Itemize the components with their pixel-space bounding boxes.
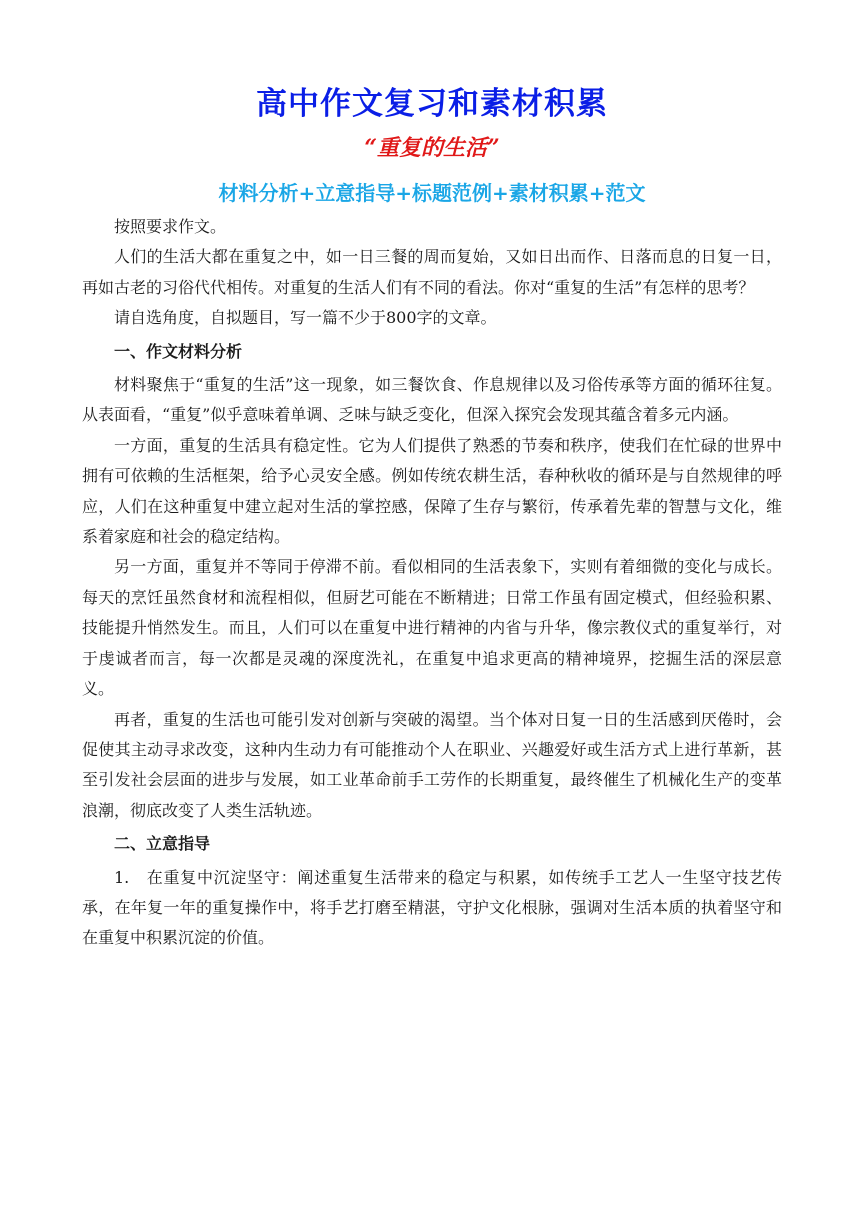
- analysis-paragraph: 再者，重复的生活也可能引发对创新与突破的渴望。当个体对日复一日的生活感到厌倦时，会促使其主动寻求改变，这种内生动力有可能推动个人在职业、兴趣爱好或生活方式上进行革新，甚至引发社会层面的进步与发展，如工业革命前手工劳作的长期重复，最终催生了机械化生产的变革浪潮，彻底改变了人类生活轨迹。: [82, 709, 782, 820]
- analysis-paragraph: 一方面，重复的生活具有稳定性。它为人们提供了熟悉的节奏和秩序，使我们在忙碌的世界中拥有可依赖的生活框架，给予心灵安全感。例如传统农耕生活，春种秋收的循环是与自然规律的呼应，人们在这种重复中建立起对生活的掌控感，保障了生存与繁衍，传承着先辈的智慧与文化，维系着家庭和社会的稳定结构。: [82, 435, 782, 547]
- prompt-instruction: 按照要求作文。: [114, 217, 227, 236]
- analysis-paragraph: 材料聚焦于“重复的生活”这一现象，如三餐饮食、作息规律以及习俗传承等方面的循环往复。从表面看，“重复”似乎意味着单调、乏味与缺乏变化，但深入探究会发现其蕴含着多元内涵。: [82, 375, 782, 425]
- guidance-paragraph: 1. 在重复中沉淀坚守：阐述重复生活带来的稳定与积累，如传统手工艺人一生坚守技艺传承，在年复一年的重复操作中，将手艺打磨至精湛，守护文化根脉，强调对生活本质的执着坚守和在重复中积累沉淀的价值。: [82, 867, 782, 948]
- topic-subtitle: “重复的生活”: [364, 135, 500, 161]
- document-title: 高中作文复习和素材积累: [256, 86, 608, 122]
- prompt-requirement: 请自选角度，自拟题目，写一篇不少于800字的文章。: [114, 308, 497, 328]
- content-tagline: 材料分析+立意指导+标题范例+素材积累+范文: [218, 181, 646, 205]
- section-heading-guidance: 二、立意指导: [114, 834, 211, 854]
- prompt-material: 人们的生活大都在重复之中，如一日三餐的周而复始，又如日出而作、日落而息的日复一日，再如古老的习俗代代相传。对重复的生活人们有不同的看法。你对“重复的生活”有怎样的思考？: [82, 247, 782, 297]
- analysis-paragraph: 另一方面，重复并不等同于停滞不前。看似相同的生活表象下，实则有着细微的变化与成长。每天的烹饪虽然食材和流程相似，但厨艺可能在不断精进；日常工作虽有固定模式，但经验积累、技能提升悄然发生。而且，人们可以在重复中进行精神的内省与升华，像宗教仪式的重复举行，对于虔诚者而言，每一次都是灵魂的深度洗礼，在重复中追求更高的精神境界，挖掘生活的深层意义。: [82, 557, 782, 699]
- section-heading-analysis: 一、作文材料分析: [114, 341, 243, 361]
